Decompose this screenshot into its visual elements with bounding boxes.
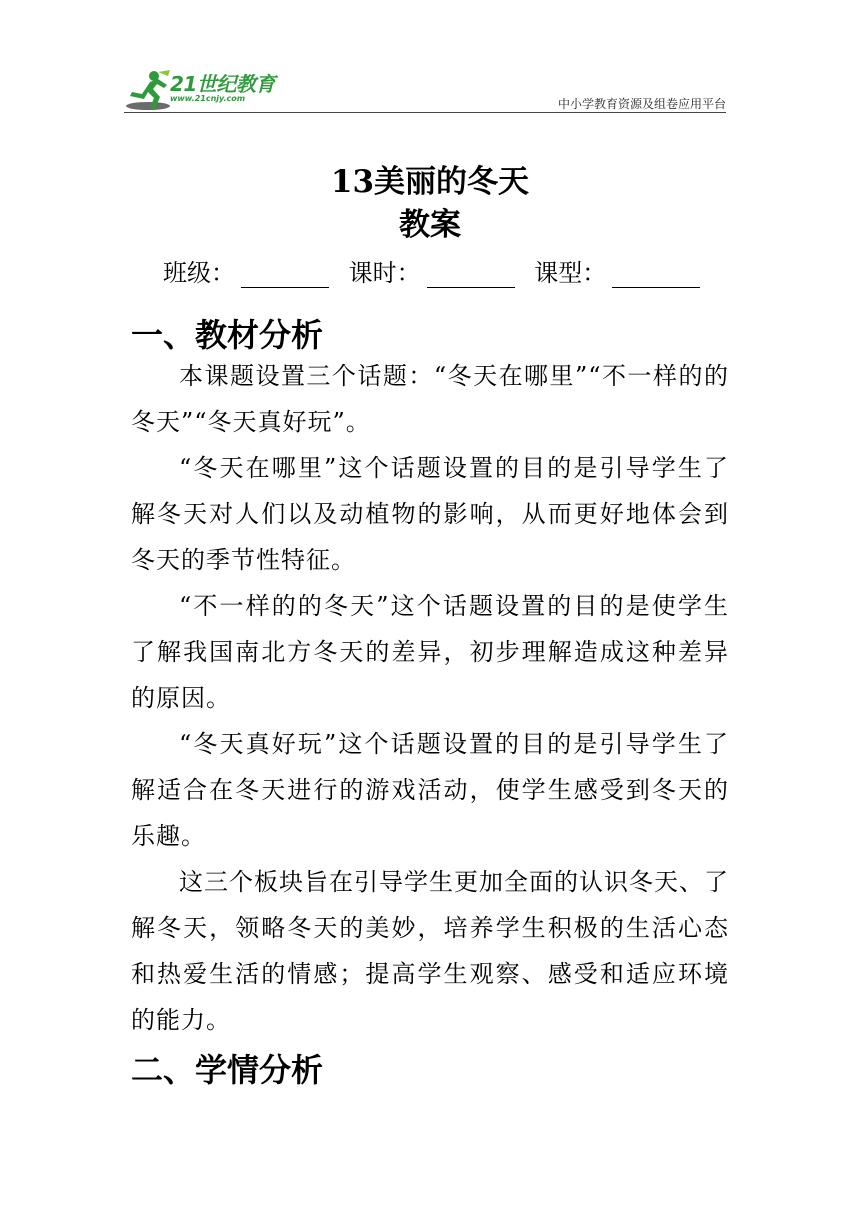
paragraph: “冬天真好玩”这个话题设置的目的是引导学生了解适合在冬天进行的游戏活动，使学生感受到冬天的乐趣。 — [131, 730, 729, 850]
period-field — [349, 253, 515, 288]
period-label: 课时： — [348, 259, 421, 287]
class-label: 班级： — [163, 259, 235, 287]
period-blank — [427, 261, 515, 288]
lesson-type-label: 课型： — [534, 259, 607, 287]
document-title: 13美丽的冬天 — [330, 164, 530, 200]
lesson-type-field — [534, 253, 700, 288]
logo-text: 21世纪教育 — [170, 72, 275, 96]
paragraph: 本课题设置三个话题：“冬天在哪里”“不一样的的冬天”“冬天真好玩”。 — [131, 362, 729, 436]
page-header — [124, 62, 726, 116]
class-blank — [241, 261, 329, 288]
lesson-type-blank — [612, 261, 700, 288]
header-tagline: 中小学教育资源及组卷应用平台 — [557, 97, 726, 111]
logo-url: www.21cnjy.com — [170, 94, 246, 103]
section-heading-textbook-analysis: 一、教材分析 — [131, 316, 324, 354]
logo — [124, 68, 294, 112]
runner-logo-icon — [124, 68, 172, 112]
document-subtitle: 教案 — [399, 207, 461, 243]
paragraph: 这三个板块旨在引导学生更加全面的认识冬天、了解冬天，领略冬天的美妙，培养学生积极的生活心态和热爱生活的情感；提高学生观察、感受和适应环境的能力。 — [131, 868, 729, 1034]
paragraph: “不一样的的冬天”这个话题设置的目的是使学生了解我国南北方冬天的差异，初步理解造成这种差异的原因。 — [131, 592, 729, 712]
paragraph: “冬天在哪里”这个话题设置的目的是引导学生了解冬天对人们以及动植物的影响，从而更好地体会到冬天的季节性特征。 — [131, 454, 729, 574]
info-fields — [163, 253, 712, 288]
section-heading-student-analysis: 二、学情分析 — [131, 1051, 324, 1089]
header-divider — [124, 112, 726, 113]
class-field — [163, 253, 329, 288]
